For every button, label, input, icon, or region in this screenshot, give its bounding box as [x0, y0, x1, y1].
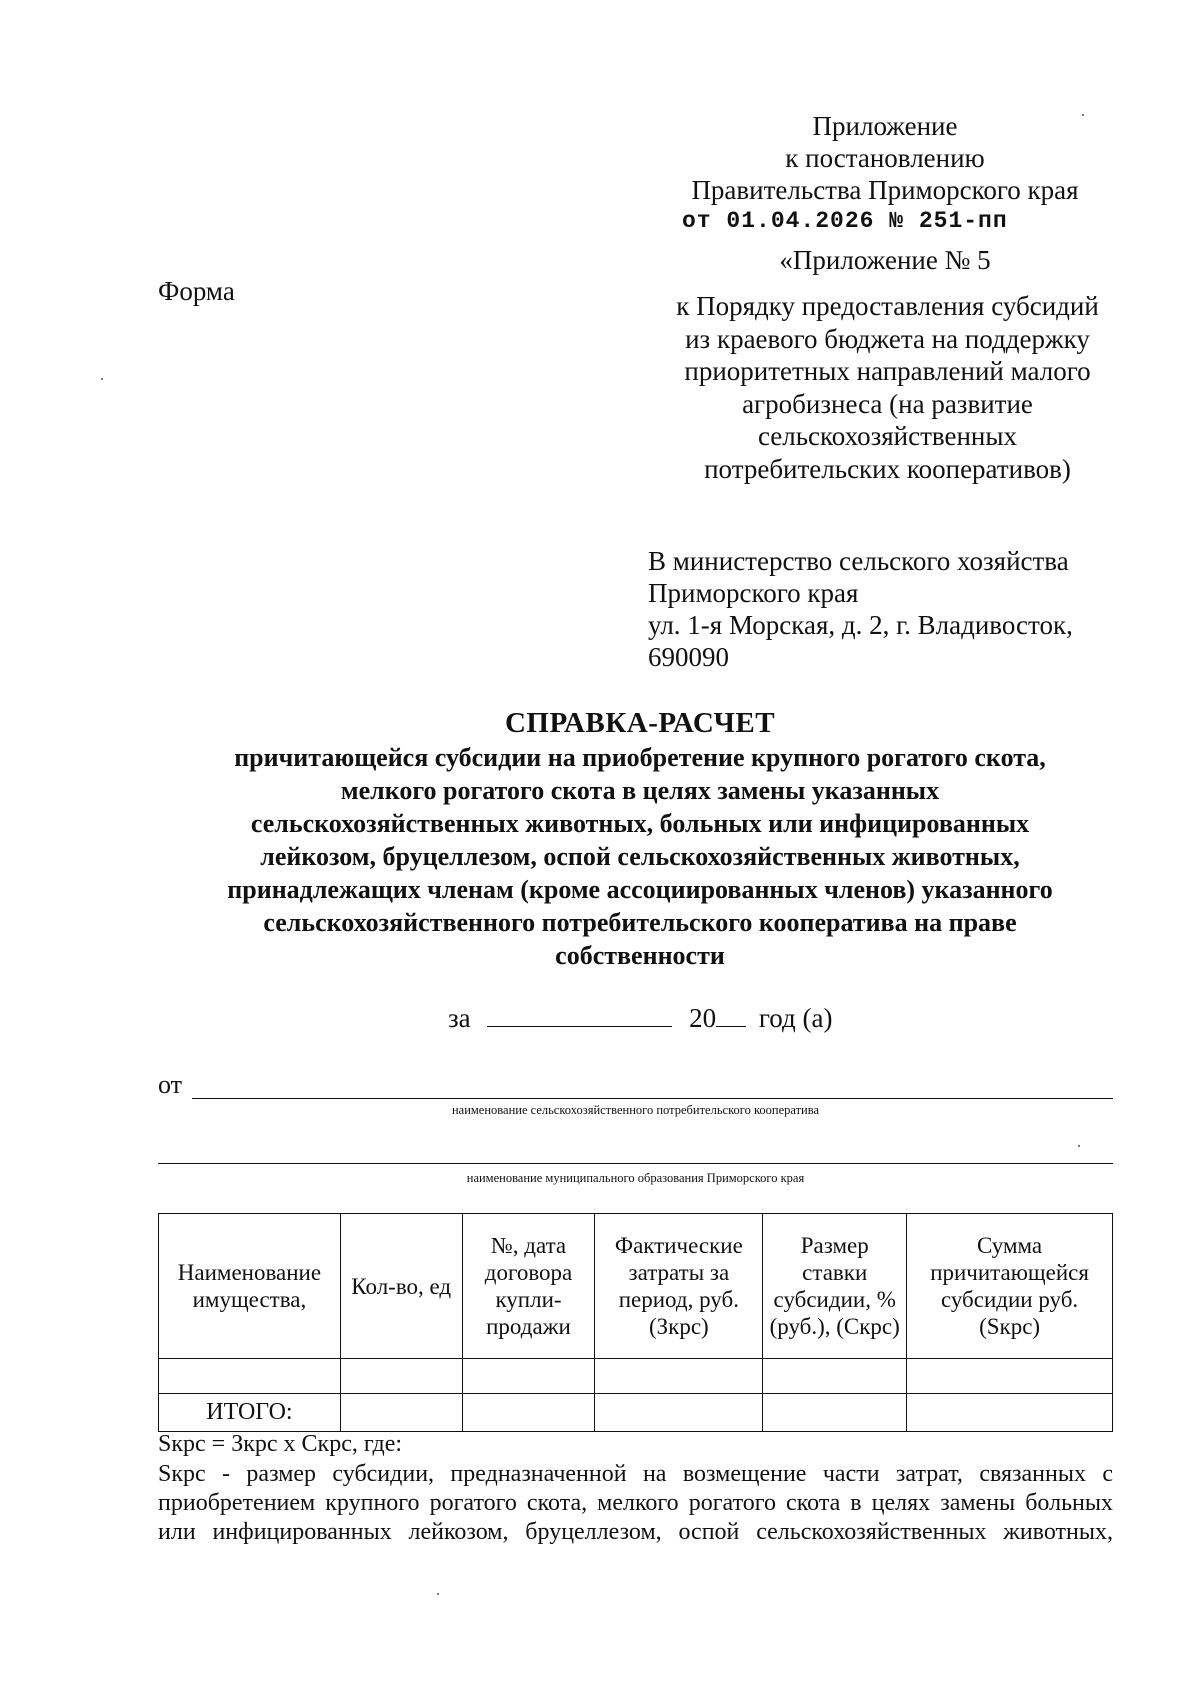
title-line: собственности	[555, 941, 725, 970]
table-cell[interactable]	[340, 1394, 462, 1432]
formula: Sкрс = Зкрс х Скрс, где:	[158, 1431, 403, 1457]
title-line: сельскохозяйственного потребительского кооператива на праве	[263, 908, 1017, 937]
formula-explanation	[158, 1460, 1113, 1547]
appendix-line: Правительства Приморского края	[691, 175, 1079, 205]
table-cell[interactable]	[462, 1359, 595, 1394]
period-suffix: год (а)	[758, 1003, 833, 1033]
cooperative-name-field[interactable]	[192, 1098, 1113, 1099]
order-reference	[635, 290, 1140, 485]
table-header-row	[159, 1214, 1113, 1359]
table-cell[interactable]	[763, 1359, 907, 1394]
explanation-line: Sкрс - размер субсидии, предназначенной на возмещение части затрат, связанных с	[158, 1461, 1113, 1487]
table-cell[interactable]	[907, 1394, 1113, 1432]
appendix-line: к постановлению	[785, 143, 985, 173]
table-cell[interactable]	[340, 1359, 462, 1394]
explanation-line: приобретением крупного рогатого скота, мелкого рогатого скота в целях замены больных	[158, 1490, 1113, 1516]
header-quantity: Кол-во, ед	[340, 1214, 462, 1359]
document-title	[160, 705, 1120, 972]
title-line: причитающейся субсидии на приобретение крупного рогатого скота,	[234, 743, 1046, 772]
scan-speck	[437, 1593, 439, 1595]
total-label: ИТОГО:	[159, 1394, 341, 1432]
table-row	[159, 1359, 1113, 1394]
header-subsidy-amount: Сумма причитающейся субсидии руб. (Sкрс)	[907, 1214, 1113, 1359]
header-contract: №, дата договора купли-продажи	[462, 1214, 595, 1359]
municipality-name-field[interactable]	[158, 1163, 1113, 1164]
title-line: мелкого рогатого скота в целях замены указанных	[340, 776, 940, 805]
table-cell[interactable]	[462, 1394, 595, 1432]
title-line: лейкозом, бруцеллезом, оспой сельскохозяйственных животных,	[260, 842, 1020, 871]
municipality-name-caption: наименование муниципального образования Приморского края	[466, 1171, 805, 1185]
header-actual-costs: Фактические затраты за период, руб. (Зкрс)	[595, 1214, 763, 1359]
scan-speck	[1078, 1145, 1080, 1147]
resolution-date-stamp: от 01.04.2026 № 251-пп	[682, 208, 1008, 234]
year-prefix: 20	[689, 1003, 717, 1033]
address-line: Приморского края	[648, 578, 859, 608]
address-line: 690090	[648, 642, 729, 672]
appendix-line: Приложение	[812, 111, 958, 141]
scan-speck	[1082, 114, 1084, 116]
calculation-table	[158, 1213, 1113, 1432]
from-label: от	[158, 1070, 183, 1099]
table-cell[interactable]	[763, 1394, 907, 1432]
table-cell[interactable]	[907, 1359, 1113, 1394]
appendix-number: «Приложение № 5	[779, 245, 991, 275]
header-property-name: Наименование имущества,	[159, 1214, 341, 1359]
header-subsidy-rate: Размер ставки субсидии, % (руб.), (Скрс)	[763, 1214, 907, 1359]
table-total-row	[159, 1394, 1113, 1432]
address-line: ул. 1-я Морская, д. 2, г. Владивосток,	[648, 610, 1073, 640]
order-line: сельскохозяйственных	[757, 421, 1018, 451]
title-line: принадлежащих членам (кроме ассоциированных членов) указанного	[227, 875, 1053, 904]
title-main: СПРАВКА-РАСЧЕТ	[504, 707, 776, 739]
scan-speck	[101, 378, 103, 380]
year-blank-field[interactable]	[716, 1025, 746, 1027]
order-line: из краевого бюджета на поддержку	[685, 323, 1090, 354]
table-cell[interactable]	[595, 1359, 763, 1394]
appendix-header	[660, 110, 1110, 276]
cooperative-name-caption: наименование сельскохозяйственного потребительского кооператива	[451, 1103, 820, 1117]
period-prefix: за	[448, 1003, 471, 1033]
title-line: сельскохозяйственных животных, больных или инфицированных	[250, 809, 1030, 838]
order-line: агробизнеса (на развитие	[742, 388, 1033, 419]
order-line: потребительских кооперативов)	[704, 453, 1071, 484]
table-cell[interactable]	[595, 1394, 763, 1432]
period-blank-field[interactable]	[487, 1025, 672, 1027]
explanation-line: или инфицированных лейкозом, бруцеллезом, оспой сельскохозяйственных животных,	[158, 1519, 1113, 1545]
reporting-period	[448, 1003, 832, 1034]
order-line: к Порядку предоставления субсидий	[676, 291, 1099, 321]
form-label: Форма	[158, 276, 235, 306]
address-line: В министерство сельского хозяйства	[648, 546, 1069, 576]
order-line: приоритетных направлений малого	[684, 356, 1091, 386]
table-cell[interactable]	[159, 1359, 341, 1394]
recipient-address	[648, 545, 1128, 673]
